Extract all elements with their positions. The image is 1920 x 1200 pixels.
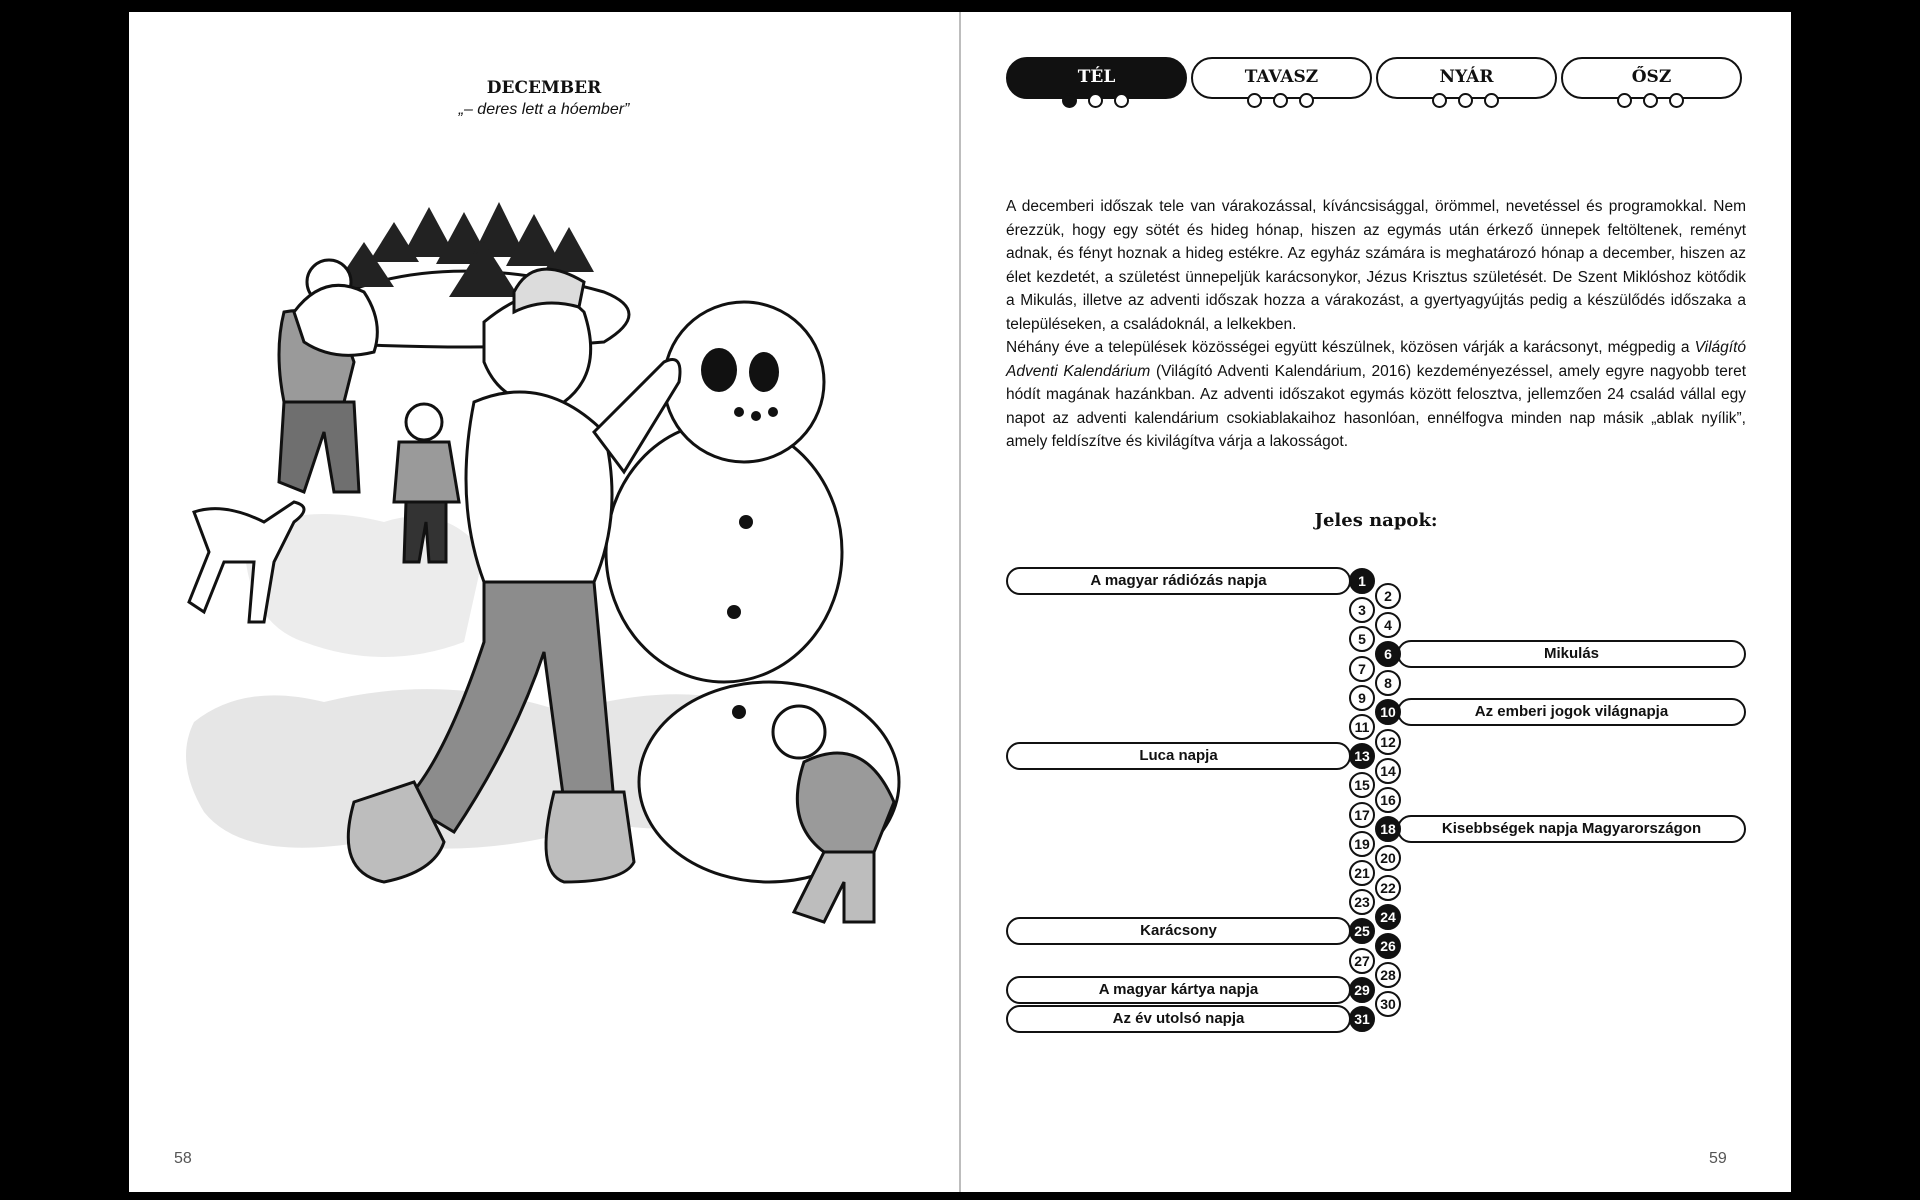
tab-dot	[1247, 93, 1262, 108]
winter-snowman-illustration	[184, 202, 904, 942]
event-pill: Az év utolsó napja	[1006, 1005, 1351, 1033]
day-20: 20	[1375, 845, 1401, 871]
day-25: 25	[1349, 918, 1375, 944]
day-11: 11	[1349, 714, 1375, 740]
day-31: 31	[1349, 1006, 1375, 1032]
day-10: 10	[1375, 699, 1401, 725]
paragraph-2-end: (Világító Adventi Kalendárium, 2016) kezdeményezéssel, amely egyre nagyobb teret hódít magának hazánkban. Az adventi időszakot egymás között felosztva, jellemzően 24 család vállal egy napot az adventi kalendárium csokiablakaihoz hasonlóan, ennélfogva minden nap másik „ablak nyílik”, amely feldíszítve és kivilágítva várja a lakosságot.	[1006, 362, 1746, 450]
day-26: 26	[1375, 933, 1401, 959]
tab-tél[interactable]: TÉL	[1006, 57, 1187, 99]
page-number-right: 59	[1709, 1150, 1727, 1167]
day-9: 9	[1349, 685, 1375, 711]
day-17: 17	[1349, 802, 1375, 828]
day-24: 24	[1375, 904, 1401, 930]
left-page	[129, 12, 959, 1192]
day-28: 28	[1375, 962, 1401, 988]
jeles-napok-title: Jeles napok:	[1314, 510, 1438, 531]
tab-tavasz[interactable]: TAVASZ	[1191, 57, 1372, 99]
tab-dot	[1062, 93, 1077, 108]
tab-dot	[1273, 93, 1288, 108]
day-2: 2	[1375, 583, 1401, 609]
tab-dot	[1484, 93, 1499, 108]
event-pill: Karácsony	[1006, 917, 1351, 945]
tab-dot	[1114, 93, 1129, 108]
day-3: 3	[1349, 597, 1375, 623]
tab-dot	[1299, 93, 1314, 108]
tab-nyár[interactable]: NYÁR	[1376, 57, 1557, 99]
day-5: 5	[1349, 626, 1375, 652]
day-19: 19	[1349, 831, 1375, 857]
body-text	[1006, 195, 1746, 454]
day-8: 8	[1375, 670, 1401, 696]
day-21: 21	[1349, 860, 1375, 886]
day-22: 22	[1375, 875, 1401, 901]
day-6: 6	[1375, 641, 1401, 667]
day-18: 18	[1375, 816, 1401, 842]
page-number-left: 58	[174, 1150, 192, 1167]
tab-dot	[1617, 93, 1632, 108]
event-pill: Az emberi jogok világnapja	[1397, 698, 1746, 726]
day-30: 30	[1375, 991, 1401, 1017]
tab-dot	[1458, 93, 1473, 108]
paragraph-2	[1006, 336, 1746, 454]
day-16: 16	[1375, 787, 1401, 813]
day-23: 23	[1349, 889, 1375, 915]
event-pill: A magyar rádiózás napja	[1006, 567, 1351, 595]
month-title: DECEMBER	[486, 78, 602, 98]
event-pill: Kisebbségek napja Magyarországon	[1397, 815, 1746, 843]
day-1: 1	[1349, 568, 1375, 594]
day-7: 7	[1349, 656, 1375, 682]
day-12: 12	[1375, 729, 1401, 755]
paragraph-2-italic: Világító Adventi Kalendárium	[1006, 339, 1746, 380]
day-29: 29	[1349, 977, 1375, 1003]
tab-dot	[1669, 93, 1684, 108]
day-27: 27	[1349, 948, 1375, 974]
event-pill: Mikulás	[1397, 640, 1746, 668]
paragraph-1: A decemberi időszak tele van várakozással, kíváncsisággal, örömmel, nevetéssel és programokkal. Nem érezzük, hogy egy sötét és hideg hónap, hiszen az egymás után érkező ünnepek feltöltenek, reményt adnak, és fényt hoznak a hideg estékre. Az egyház számára is meghatározó hónap a december, hiszen az élet kezdetét, a születést ünnepeljük karácsonykor, Jézus Krisztus születését. De Szent Miklóshoz kötődik a Mikulás, illetve az adventi időszak hozza a várakozást, a gyertyagyújtás pedig a készülődés időszaka a településeken, a családoknál, a lelkekben.	[1006, 198, 1746, 333]
tab-ősz[interactable]: ŐSZ	[1561, 57, 1742, 99]
day-4: 4	[1375, 612, 1401, 638]
event-pill: A magyar kártya napja	[1006, 976, 1351, 1004]
event-pill: Luca napja	[1006, 742, 1351, 770]
paragraph-2-start: Néhány éve a települések közösségei együtt készülnek, közösen várják a karácsonyt, mégpedig a	[1006, 339, 1695, 356]
right-page	[961, 12, 1791, 1192]
day-15: 15	[1349, 772, 1375, 798]
month-subtitle: „– deres lett a hóember”	[458, 101, 630, 118]
day-14: 14	[1375, 758, 1401, 784]
tab-dot	[1643, 93, 1658, 108]
day-13: 13	[1349, 743, 1375, 769]
tab-dot	[1088, 93, 1103, 108]
tab-dot	[1432, 93, 1447, 108]
